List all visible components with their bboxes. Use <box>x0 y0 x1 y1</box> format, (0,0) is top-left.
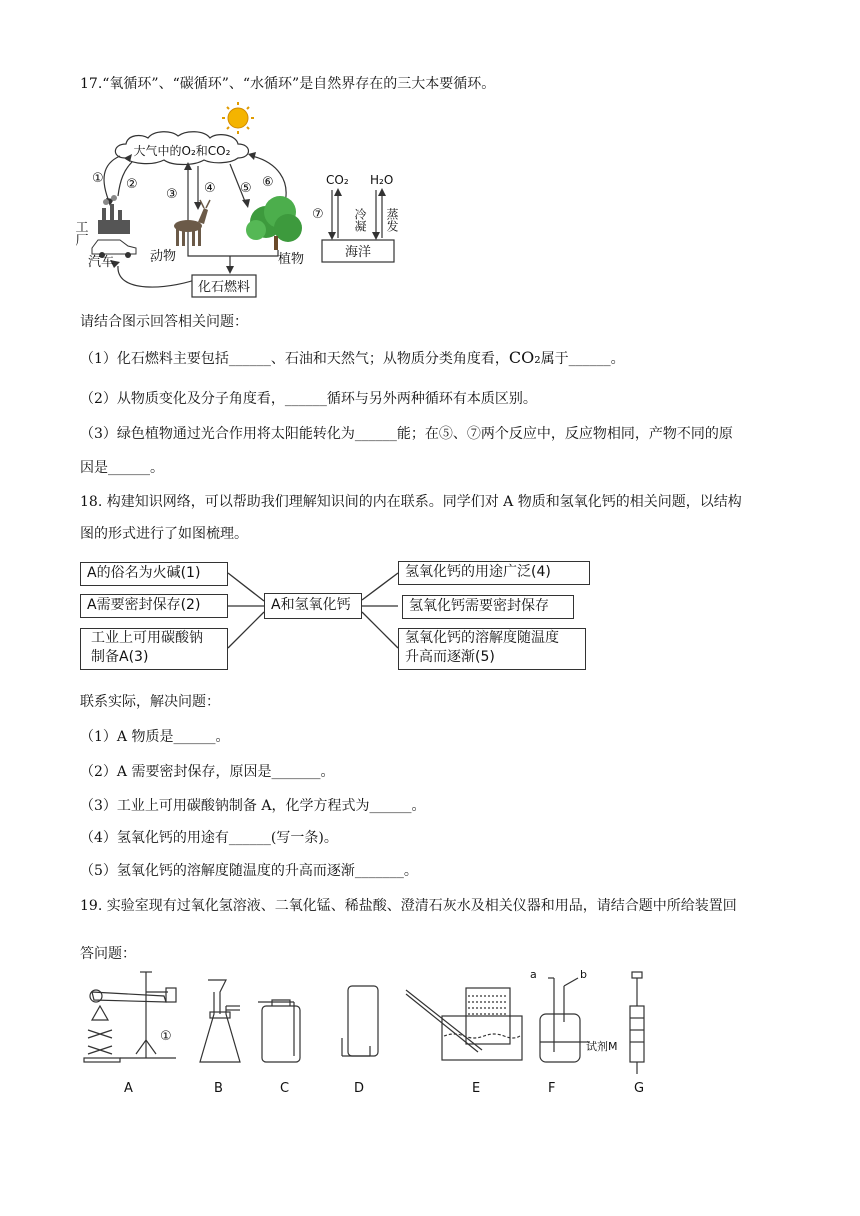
q17-sub1-b: 属于______。 <box>540 351 625 367</box>
q17-sub1 <box>80 348 625 369</box>
atmosphere-label: 大气中的O₂和CO₂ <box>133 144 231 158</box>
sun-icon <box>222 102 254 134</box>
ocean-co2-label: CO₂ <box>326 173 349 187</box>
apparatus-f-label-a: a <box>530 968 537 981</box>
node-right-3-line2: 升高而逐渐(5) <box>405 649 495 665</box>
lab-apparatus-figure <box>80 966 660 1098</box>
tree-icon <box>246 196 302 250</box>
apparatus-g-label: G <box>634 1081 645 1096</box>
q18-title-line2: 图的形式进行了如图梳理。 <box>80 526 248 542</box>
apparatus-f-label: F <box>548 1081 556 1096</box>
node-left-2: A需要密封保存(2) <box>80 594 228 618</box>
q18-sub4: （4）氢氧化钙的用途有______(写一条)。 <box>80 830 338 846</box>
apparatus-b-icon <box>200 980 240 1062</box>
q18-sub2: （2）A 需要密封保存，原因是_______。 <box>80 764 335 780</box>
q19-title-line1: 19. 实验室现有过氧化氢溶液、二氧化锰、稀盐酸、澄清石灰水及相关仪器和用品，请结合题中所给装置回 <box>80 898 737 914</box>
q18-sub3: （3）工业上可用碳酸钠制备 A，化学方程式为______。 <box>80 798 426 814</box>
node-right-2: 氢氧化钙需要密封保存 <box>402 595 574 619</box>
ocean-label: 海洋 <box>344 245 372 260</box>
q19-title-line2: 答问题： <box>80 946 136 962</box>
carbon-cycle-diagram <box>72 100 410 300</box>
q18-sub5: （5）氢氧化钙的溶解度随温度的升高而逐渐_______。 <box>80 863 418 879</box>
apparatus-d-label: D <box>354 1081 365 1096</box>
q17-sub3-line2: 因是______。 <box>80 460 164 476</box>
label-5: ⑤ <box>240 181 252 196</box>
apparatus-a-circle-label: ① <box>160 1029 172 1044</box>
label-1: ① <box>92 171 104 186</box>
q18-sub1: （1）A 物质是______。 <box>80 729 230 745</box>
apparatus-f-reagent: 试剂M <box>586 1040 618 1053</box>
deer-icon <box>174 200 210 246</box>
q18-prompt: 联系实际，解决问题： <box>80 694 220 710</box>
label-2: ② <box>126 177 138 192</box>
q17-prompt: 请结合图示回答相关问题： <box>80 314 248 330</box>
evaporate-label: 蒸发 <box>385 208 399 232</box>
apparatus-e-icon <box>406 988 522 1060</box>
node-left-1: A的俗名为火碱(1) <box>80 562 228 586</box>
apparatus-e-label: E <box>472 1081 481 1096</box>
plant-label: 植物 <box>278 252 305 267</box>
label-3: ③ <box>166 187 178 202</box>
ocean-h2o-label: H₂O <box>370 173 394 187</box>
car-label: 汽车 <box>88 255 115 270</box>
apparatus-d-icon <box>342 986 378 1056</box>
node-right-1: 氢氧化钙的用途广泛(4) <box>398 561 590 585</box>
co2-formula: CO₂ <box>508 348 541 367</box>
label-6: ⑥ <box>262 175 274 190</box>
apparatus-b-label: B <box>214 1081 223 1096</box>
apparatus-c-label: C <box>280 1081 290 1096</box>
apparatus-c-icon <box>258 1000 300 1062</box>
condense-label: 冷凝 <box>353 208 367 232</box>
q18-title-line1: 18. 构建知识网络，可以帮助我们理解知识间的内在联系。同学们对 A 物质和氢氧化钙的相关问题，以结构 <box>80 494 742 510</box>
apparatus-a-icon <box>84 972 176 1062</box>
q17-sub1-a: （1）化石燃料主要包括______、石油和天然气；从物质分类角度看， <box>80 351 509 367</box>
node-right-3-line1: 氢氧化钙的溶解度随温度 <box>405 630 559 646</box>
apparatus-g-icon <box>630 972 644 1074</box>
node-center: A和氢氧化钙 <box>264 593 362 619</box>
node-right-3 <box>398 628 586 670</box>
apparatus-a-label: A <box>124 1081 133 1096</box>
apparatus-f-icon <box>540 978 590 1062</box>
node-left-3 <box>80 628 228 670</box>
q17-title: 17.“氧循环”、“碳循环”、“水循环”是自然界存在的三大本要循环。 <box>80 76 496 92</box>
factory-icon <box>98 195 130 234</box>
node-left-3-line2: 制备A(3) <box>91 649 149 665</box>
apparatus-f-label-b: b <box>580 968 587 981</box>
fossil-fuel-label: 化石燃料 <box>197 280 251 295</box>
q17-sub3-line1: （3）绿色植物通过光合作用将太阳能转化为______能；在⑤、⑦两个反应中，反应物相同，产物不同的原 <box>80 426 733 442</box>
factory-label: 工厂 <box>72 220 88 246</box>
label-4: ④ <box>204 181 216 196</box>
animal-label: 动物 <box>150 249 177 264</box>
node-left-3-line1: 工业上可用碳酸钠 <box>91 630 203 646</box>
label-7: ⑦ <box>312 207 324 222</box>
q17-sub2: （2）从物质变化及分子角度看，______循环与另外两种循环有本质区别。 <box>80 391 537 407</box>
